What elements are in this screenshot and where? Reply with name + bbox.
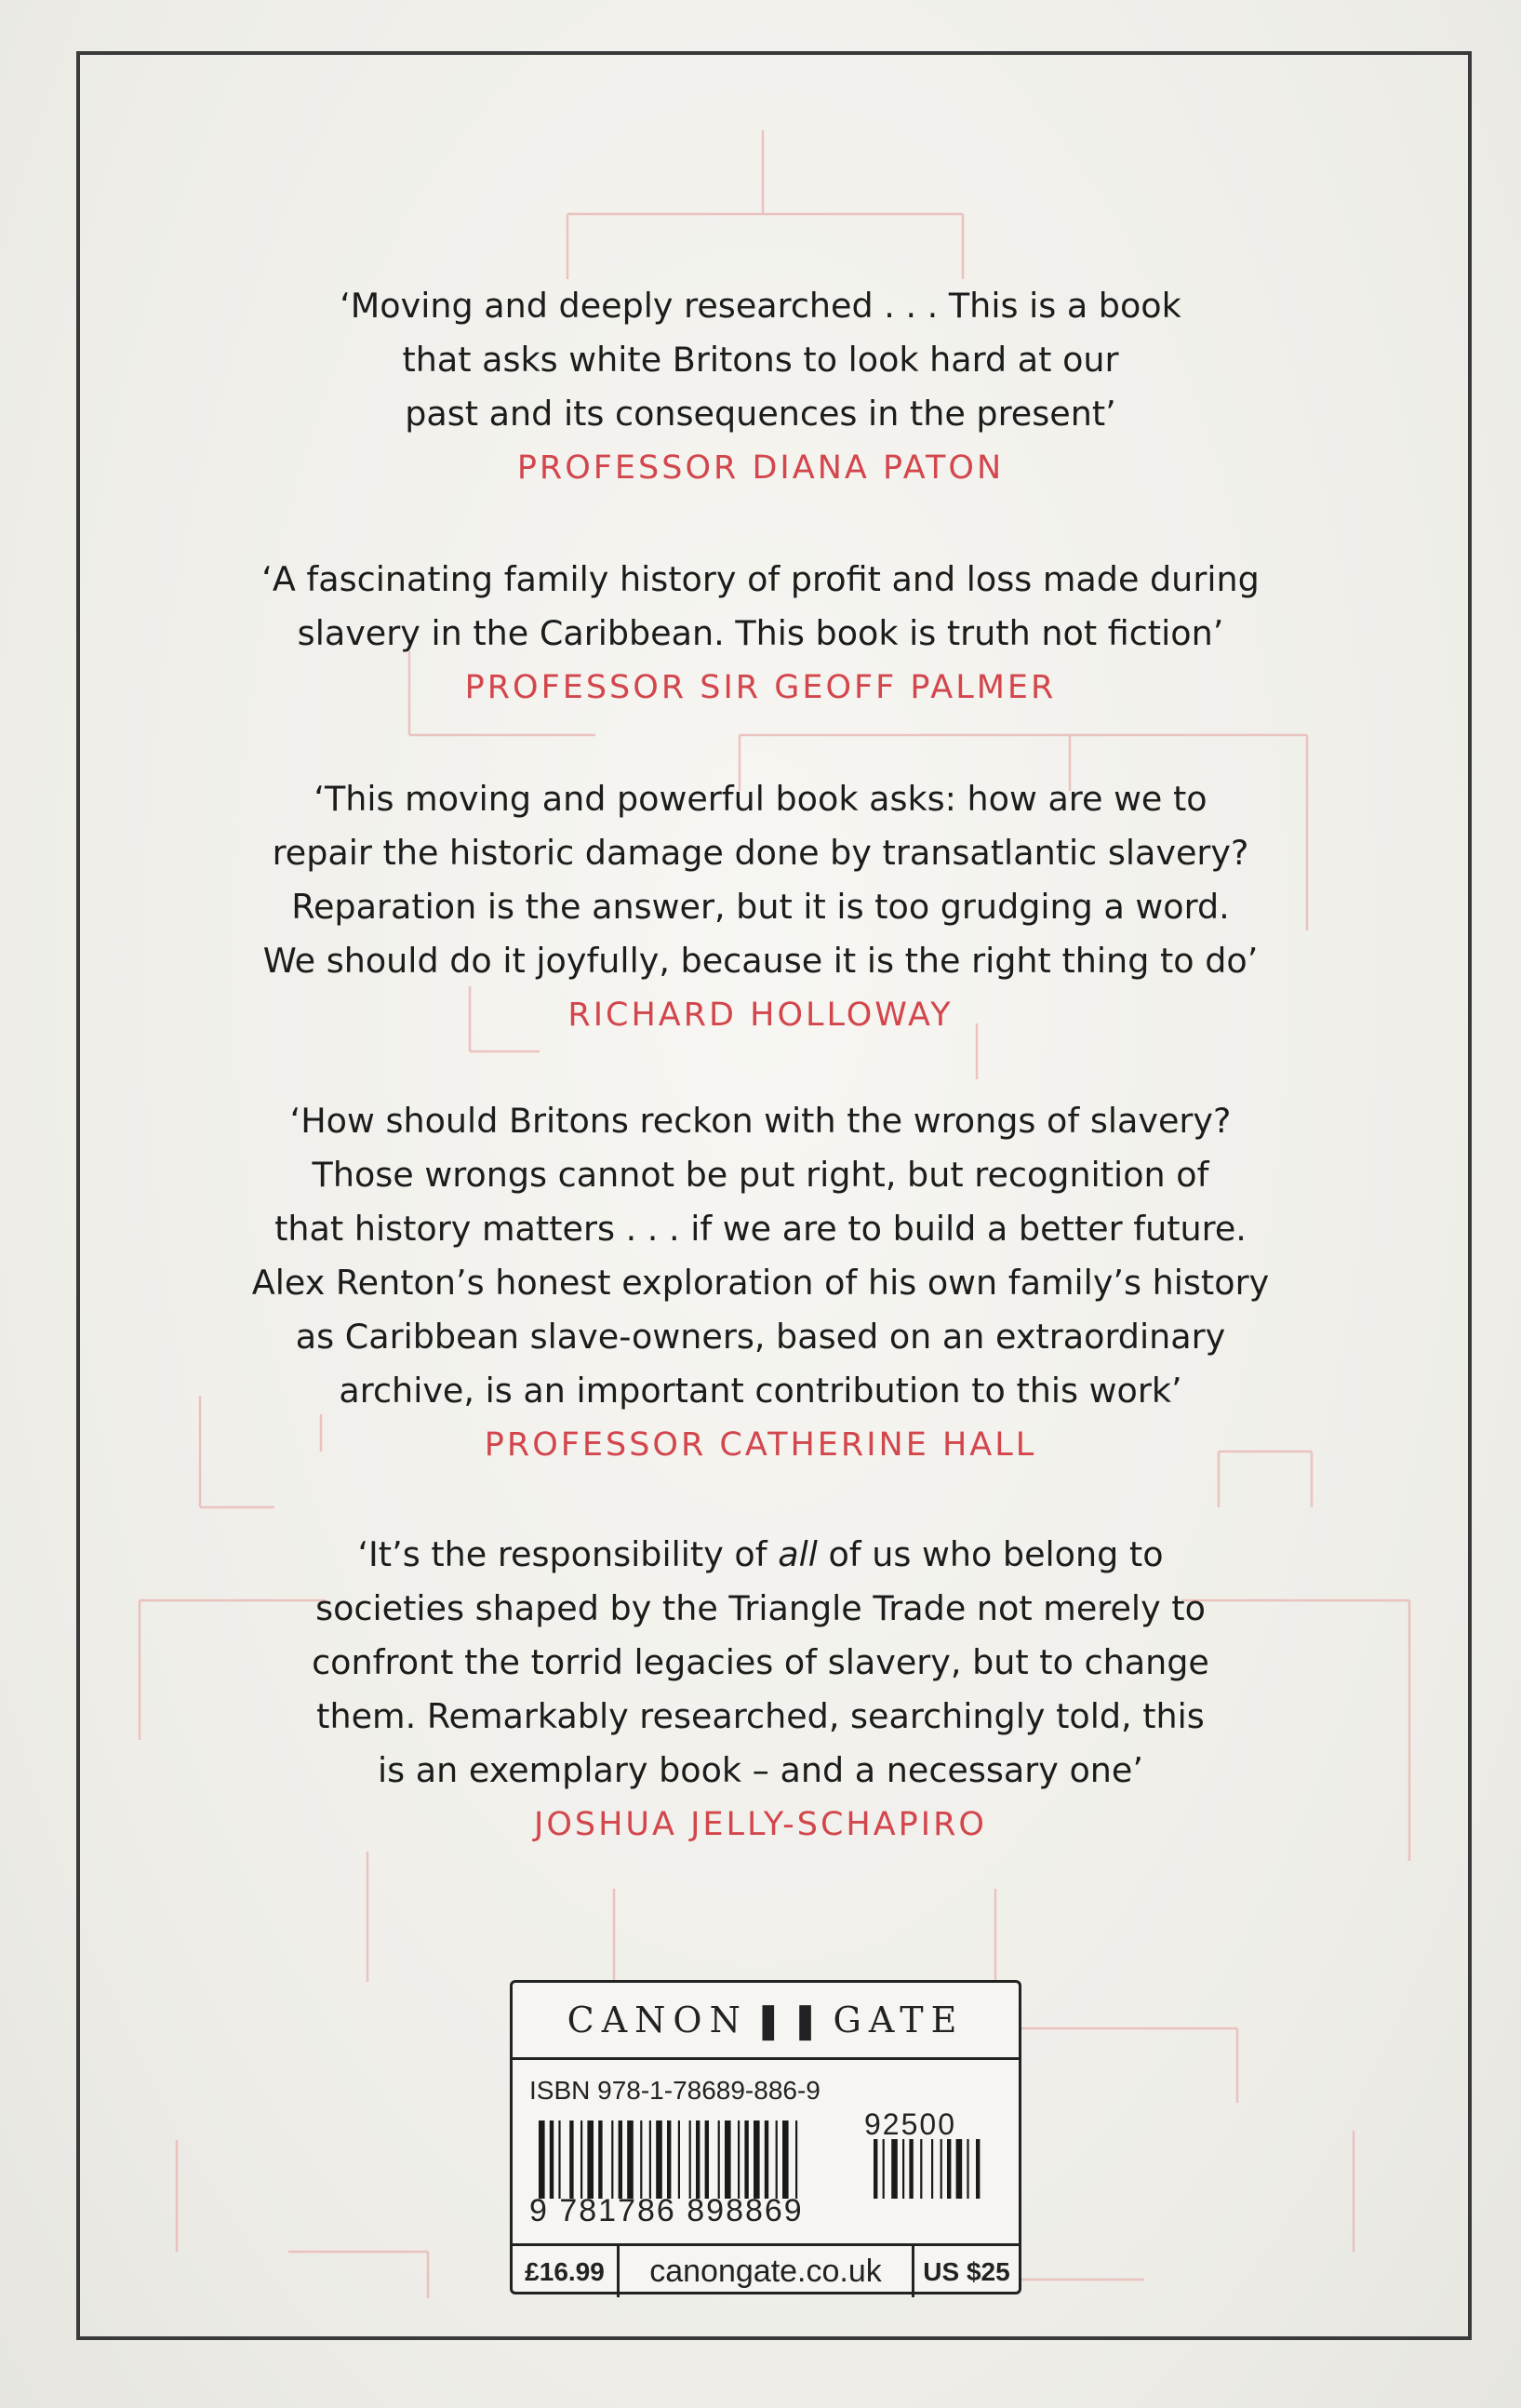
barcode-bar [765, 2120, 768, 2199]
barcode-addon-bar [976, 2139, 980, 2199]
quote-attribution: JOSHUA JELLY-SCHAPIRO [534, 1806, 987, 1843]
logo-text-right: GATE [833, 2000, 965, 2040]
barcode-addon-bar [891, 2139, 898, 2199]
publisher-block [510, 1980, 1021, 2294]
barcode-addon-bar [956, 2139, 963, 2199]
barcode-addon-bar [909, 2139, 913, 2199]
barcode-bar [539, 2120, 545, 2199]
barcode-bar [689, 2120, 691, 2199]
barcode-bar [782, 2120, 789, 2199]
barcode-bar [569, 2120, 573, 2199]
barcode-bar [744, 2120, 748, 2199]
quote-attribution: PROFESSOR CATHERINE HALL [484, 1426, 1037, 1464]
barcode-bar [754, 2120, 760, 2199]
barcode-bar [587, 2120, 594, 2199]
barcode-bar [558, 2120, 560, 2199]
quote-text-italic: all [778, 1534, 818, 1574]
barcode-bar [776, 2120, 778, 2199]
barcode-addon-bar [902, 2139, 904, 2199]
quote-palmer [186, 553, 1335, 715]
barcode-bar [598, 2120, 602, 2199]
quote-text: ‘A fascinating family history of profit and loss made during slavery in the Caribbean. This book is truth not fiction’ [261, 559, 1260, 653]
quote-text-start: ‘It’s the responsibility of [357, 1534, 779, 1574]
barcode-bar [696, 2120, 700, 2199]
logo-text-left: CANON [567, 2000, 748, 2040]
quote-jelly-schapiro [186, 1528, 1335, 1852]
quote-text: ‘How should Britons reckon with the wrongs of slavery? Those wrongs cannot be put right, but recognition of that history matters . . . if we are to build a better future. Alex Renton’s honest exploration of his own family’s history as Caribbean slave-owners, based on an extraordinary archive, is an important contribution to this work’ [251, 1101, 1270, 1411]
barcode-bar [667, 2120, 671, 2199]
quote-text-end: of us who belong to societies shaped by the Triangle Trade not merely to confront the torrid legacies of slavery, but to change them. Remarkably researched, searchingly told, this is an exemplary book – and a necessary one’ [312, 1534, 1209, 1790]
barcode-addon-bar [920, 2139, 922, 2199]
barcode-bar [550, 2120, 554, 2199]
quote-text: ‘Moving and deeply researched . . . This is a book that asks white Britons to look hard at our past and its consequences in the present’ [340, 286, 1181, 434]
quote-attribution: RICHARD HOLLOWAY [567, 997, 954, 1034]
barcode-addon-bar [874, 2139, 877, 2199]
barcode-addon-bar [947, 2139, 951, 2199]
barcode-bar [718, 2120, 720, 2199]
publisher-logo [513, 1983, 1019, 2060]
barcode-bar [705, 2120, 709, 2199]
barcode-bar [611, 2120, 613, 2199]
barcode-bar [580, 2120, 582, 2199]
barcode-addon-bar [931, 2139, 933, 2199]
price-row [513, 2243, 1019, 2297]
barcode-bar [656, 2120, 662, 2199]
quote-attribution: PROFESSOR DIANA PATON [516, 449, 1005, 487]
barcode-bar [640, 2120, 642, 2199]
publisher-website: canongate.co.uk [620, 2246, 914, 2297]
quote-text [186, 1528, 1335, 1798]
quote-holloway [186, 772, 1335, 1042]
barcode-bar [725, 2120, 731, 2199]
us-price: US $25 [923, 2256, 1010, 2286]
canongate-mark-icon: ❚❚ [753, 2000, 828, 2040]
quote-attribution: PROFESSOR SIR GEOFF PALMER [464, 669, 1057, 706]
isbn-label: ISBN 978-1-78689-886-9 [529, 2076, 821, 2105]
uk-price: £16.99 [513, 2246, 620, 2297]
barcode-digits: 9 781786 898869 [529, 2193, 804, 2228]
barcode-addon-bar [941, 2139, 942, 2199]
barcode-bar [678, 2120, 680, 2199]
barcode-bar [649, 2120, 651, 2199]
barcode-bar [619, 2120, 622, 2199]
barcode-addon-bar [967, 2139, 968, 2199]
barcode-bar [627, 2120, 634, 2199]
barcode-addon-bar [883, 2139, 885, 2199]
quote-text: ‘This moving and powerful book asks: how are we to repair the historic damage done by transatlantic slavery? Reparation is the answer, but it is too grudging a word. We should do it joyfully, because it is the right thing to do’ [262, 779, 1259, 981]
quote-hall [186, 1094, 1335, 1472]
barcode-bar [738, 2120, 740, 2199]
barcode-addon: 92500 [864, 2107, 956, 2141]
quote-paton [186, 279, 1335, 495]
barcode-bar [795, 2120, 797, 2199]
